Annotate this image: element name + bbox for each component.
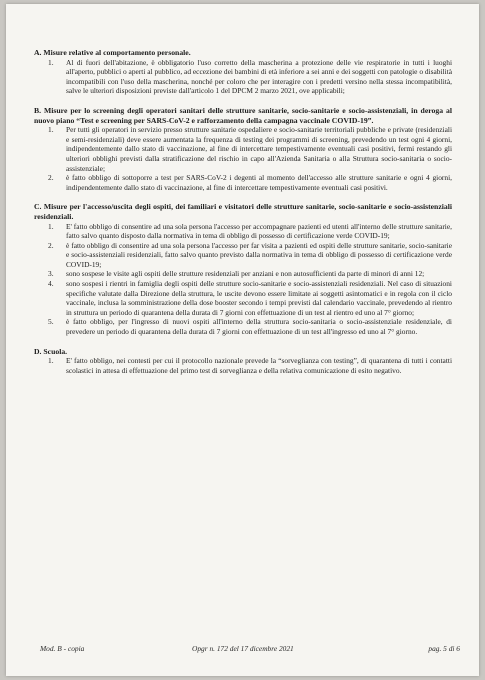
item-text: è fatto obbligo di sottoporre a test per SARS-CoV-2 i degenti al momento dell'accesso alle strutture sanitarie e ogni 4 giorni, indipendentemente dallo stato di vaccinazione, al fine di intercettare tempestivamente eventuali casi positivi.: [66, 173, 452, 192]
item-number: 1.: [48, 221, 54, 231]
section-c: [34, 202, 452, 336]
list-item: [34, 356, 452, 375]
section-title: B. Misure per lo screening degli operatori sanitari delle strutture sanitarie, socio-sanitarie e socio-assistenziali, in deroga al nuovo piano “Test e screening per SARS-CoV-2 e rafforzamento della campagna vaccinale COVID-19”.: [34, 105, 452, 125]
section-title: D. Scuola.: [34, 346, 68, 356]
item-text: è fatto obbligo di consentire ad una sola persona l'accesso per far visita a pazienti ed ospiti delle strutture sanitarie, socio-sanitarie e socio-assistenziali residenziali, fatto salvo quanto previsto dalla normativa in tema di obbligo di possesso di certificazione verde COVID-19;: [66, 240, 452, 269]
item-number: 1.: [48, 356, 54, 366]
item-text: E' fatto obbligo, nei contesti per cui il protocollo nazionale prevede la “sorveglianza con testing”, di quarantena di tutti i contatti scolastici in attesa di effettuazione del primo test di sorveglianza e della relativa comunicazione di esito negativo.: [66, 356, 452, 375]
list-item: [34, 241, 452, 270]
item-number: 2.: [48, 240, 54, 250]
item-list: [34, 222, 452, 337]
footer-page-number: pag. 5 di 6: [428, 644, 460, 653]
footer-form-code: Mod. B - copia: [40, 644, 85, 653]
item-text: sono sospese le visite agli ospiti delle strutture residenziali per anziani e non autosufficienti da parte di minori di anni 12;: [66, 269, 425, 279]
item-text: è fatto obbligo, per l'ingresso di nuovi ospiti all'interno della struttura socio-sanitaria o socio-assistenziale residenziale, di prevedere un periodo di quarantena della durata di 7 giorni con effettuazione di un test all'ingresso ed uno al 7° giorno.: [66, 317, 452, 337]
document-page: [6, 4, 479, 676]
item-text: Al di fuori dell'abitazione, è obbligatorio l'uso corretto della mascherina a protezione delle vie respiratorie in tutti i luoghi all'aperto, pubblici o aperti al pubblico, ad eccezione dei bambini di età inferiore a sei anni e dei soggetti con patologie o disabilità incompatibili con l'uso della mascherina, nonché per coloro che per interagire con i predetti versino nella stessa incompatibilità, salve le ulteriori disposizioni previste dall'articolo 1 del DPCM 2 marzo 2021, ove applicabili;: [66, 57, 452, 96]
footer-ordinance-ref: Opgr n. 172 del 17 dicembre 2021: [192, 644, 294, 653]
section-a: [34, 48, 452, 96]
item-text: Per tutti gli operatori in servizio presso strutture sanitarie ospedaliere e socio-sanitarie territoriali pubbliche e private (residenziali e semi-residenziali) deve essere aumentata la frequenza di testing dei programmi di screening, prevedendo un test ogni 4 giorni, indipendentemente dallo stato di vaccinazione, al fine di intercettare tempestivamente eventuali casi positivi, fermi restando gli ulteriori obblighi previsti dalla stratificazione del rischio in capo all'Azienda Sanitaria o alla Struttura socio-sanitaria o socio-assistenziale;: [66, 125, 452, 173]
item-number: 1.: [48, 57, 54, 67]
item-number: 3.: [48, 269, 54, 279]
list-item: [34, 279, 452, 317]
section-b: [34, 106, 452, 192]
item-text: E' fatto obbligo di consentire ad una sola persona l'accesso per accompagnare pazienti ed utenti all'interno delle strutture sanitarie, fatto salvo quanto disposto dalla normativa in tema di obbligo di possesso di certificazione verde COVID-19;: [66, 221, 452, 241]
list-item: [34, 58, 452, 96]
section-title: A. Misure relative al comportamento personale.: [34, 48, 191, 57]
item-list: [34, 356, 452, 375]
item-list: [34, 125, 452, 192]
section-d: [34, 347, 452, 376]
item-number: 4.: [48, 279, 54, 289]
list-item: [34, 222, 452, 241]
list-item: [34, 125, 452, 173]
item-text: sono sospesi i rientri in famiglia degli ospiti delle strutture socio-sanitarie e socio-assistenziali residenziali. Nel caso di situazioni specifiche valutate dalla Direzione della struttura, le uscite devono essere limitate ai soggetti asintomatici e in regola con il ciclo vaccinale, inclusa la somministrazione della dose booster secondo i tempi previsti dal calendario vaccinale, prevedendo al rientro in struttura un periodo di quarantena della durata di 7 giorni con effettuazione di un test al rientro ed uno al 7° giorno;: [66, 279, 452, 317]
item-number: 2.: [48, 173, 54, 183]
section-title: C. Misure per l'accesso/uscita degli ospiti, dei familiari e visitatori delle strutture sanitarie, socio-sanitarie e socio-assistenziali residenziali.: [34, 202, 452, 221]
list-item: [34, 317, 452, 336]
item-list: [34, 58, 452, 96]
item-number: 5.: [48, 317, 54, 327]
document-body: [34, 48, 452, 385]
list-item: [34, 173, 452, 192]
list-item: [34, 269, 452, 279]
item-number: 1.: [48, 125, 54, 135]
